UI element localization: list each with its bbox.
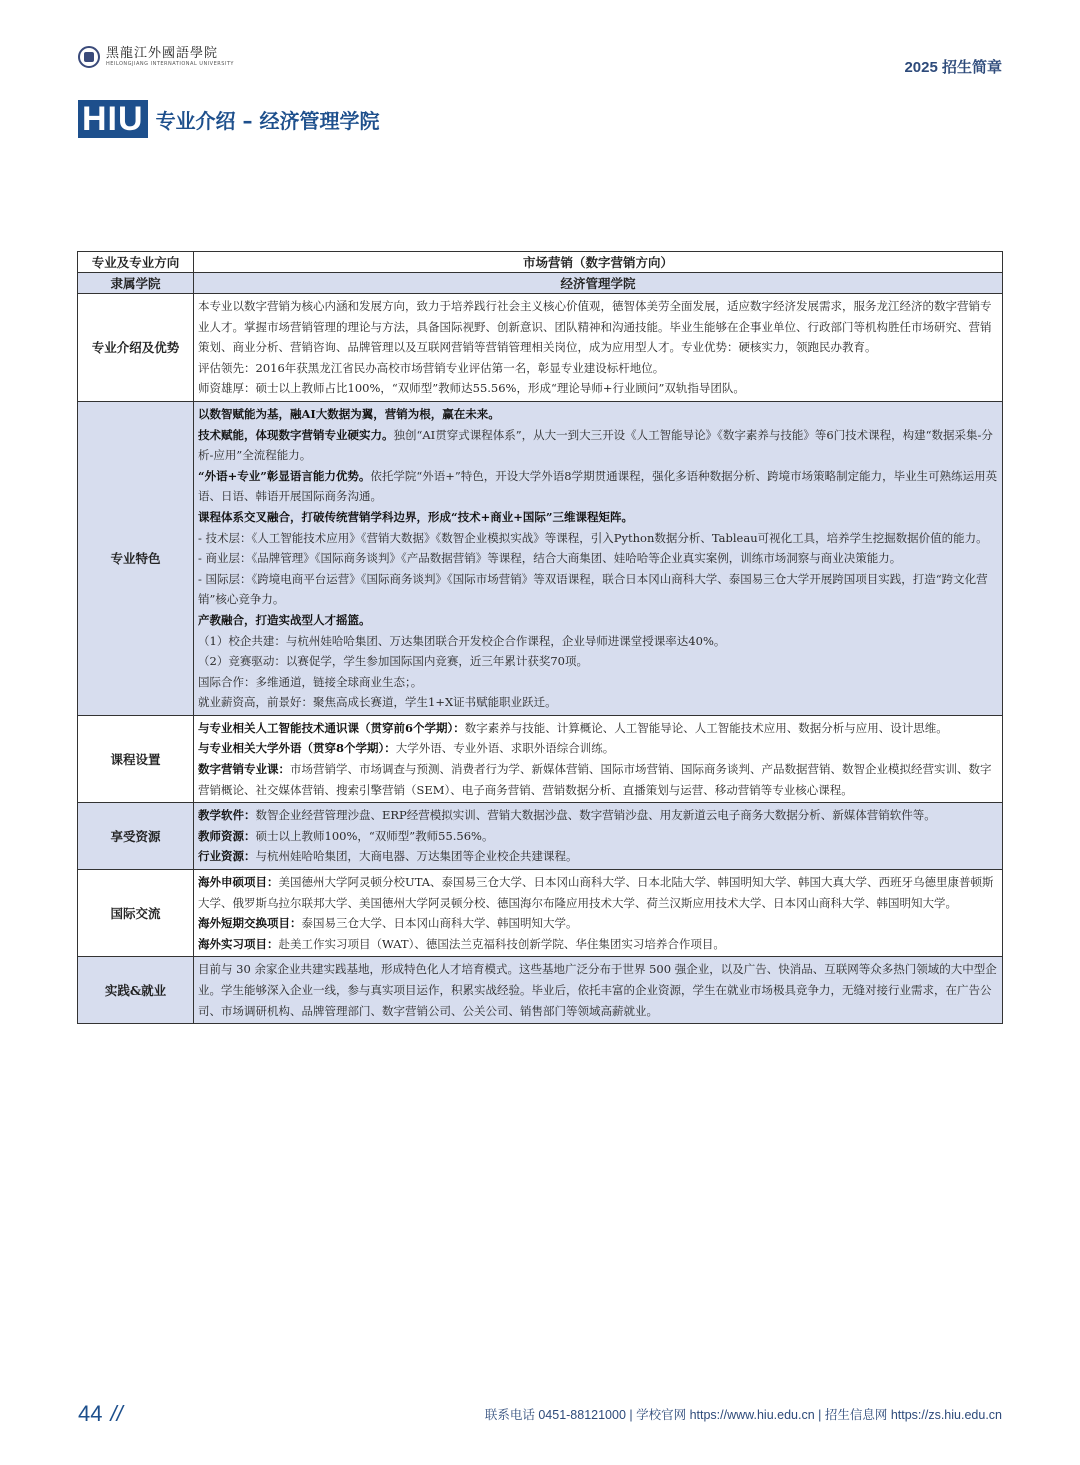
international-internship-heading: 海外实习项目： <box>198 936 279 951</box>
resources-content <box>194 803 1003 870</box>
features-cooperation: （1）校企共建：与杭州娃哈哈集团、万达集团联合开发校企合作课程，企业导师进课堂授课率达40%。 <box>198 633 726 648</box>
table-row-intro <box>78 294 1003 402</box>
intro-paragraph: 本专业以数字营销为核心内涵和发展方向，致力于培养践行社会主义核心价值观，德智体美劳全面发展，适应数字经济发展需求，服务龙江经济的数字营销专业人才。掌握市场营销管理的理论与方法，具备国际视野、创新意识、团队精神和沟通技能。毕业生能够在企事业单位、行政部门等机构胜任市场研究、营销策划、商业分析、营销咨询、品牌管理以及互联网营销等营销管理相关岗位，成为应用型人才。专业优势：硬核实力，领跑民办教育。 <box>198 299 992 355</box>
section-header <box>78 100 380 138</box>
features-global: 国际合作：多维通道，链接全球商业生态；。 <box>198 674 423 689</box>
table-row-college <box>78 273 1003 294</box>
features-language-text: 依托学院“外语+”特色，开设大学外语8学期贯通课程，强化多语种数据分析、跨境市场策略制定能力，毕业生可熟练运用英语、日语、韩语开展国际商务沟通。 <box>198 468 998 504</box>
hiu-mark: HIU <box>78 100 148 138</box>
page-number: 44 <box>78 1401 103 1426</box>
table-row-resources <box>78 803 1003 870</box>
courses-core-text: 市场营销学、市场调查与预测、消费者行为学、新媒体营销、国际市场营销、国际商务谈判、产品数据营销、数智企业模拟经营实训、数字营销概论、社交媒体营销、搜索引擎营销（SEM）、电子商务营销、营销数据分析、直播策划与运营、移动营销等专业核心课程。 <box>198 762 992 797</box>
resources-industry <box>198 846 998 867</box>
features-competition: （2）竞赛驱动：以赛促学，学生参加国际国内竞赛，近三年累计获奖70项。 <box>198 654 588 669</box>
resources-industry-heading: 行业资源： <box>198 849 256 864</box>
resources-software <box>198 805 998 826</box>
courses-content <box>194 715 1003 802</box>
international-internship-text: 赴美工作实习项目（WAT）、德国法兰克福科技创新学院、华住集团实习培养合作项目。 <box>278 936 725 951</box>
features-language-heading: “外语+专业”彰显语言能力优势。 <box>198 468 371 483</box>
courses-language-heading: 与专业相关大学外语（贯穿8个学期）： <box>198 741 396 756</box>
courses-ai <box>198 718 998 739</box>
resources-software-heading: 教学软件： <box>198 808 256 823</box>
features-tech-heading: 技术赋能，体现数字营销专业硬实力。 <box>198 427 394 442</box>
brochure-title: 2025 招生简章 <box>904 59 1002 76</box>
table-row-practice <box>78 957 1003 1024</box>
university-logo <box>78 46 234 68</box>
features-tech-text: 独创“AI贯穿式课程体系”，从大一到大三开设《人工智能导论》《数字素养与技能》等6门技术课程，构建“数据采集-分析-应用”全流程能力。 <box>198 427 993 463</box>
international-masters-heading: 海外申硕项目： <box>198 875 279 890</box>
courses-language <box>198 738 998 759</box>
courses-label: 课程设置 <box>78 715 194 802</box>
international-internship <box>198 934 998 955</box>
table-row-features <box>78 401 1003 715</box>
features-employment: 就业薪资高，前景好：聚焦高成长赛道，学生1+X证书赋能职业跃迁。 <box>198 695 557 710</box>
section-title: 专业介绍 – 经济管理学院 <box>155 108 380 133</box>
logo-chinese-name: 黑龍江外國語學院 <box>106 45 219 61</box>
practice-content: 目前与 30 余家企业共建实践基地，形成特色化人才培育模式。这些基地广泛分布于世界 500 强企业，以及广告、快消品、互联网等众多热门领域的大中型企业。学生能够深入企业一线，参与真实项目运作，积累实战经验。毕业后，依托丰富的企业资源，学生在就业市场极具竞争力，无缝对接行业需求，在广告公司、市场调研机构、品牌管理部门、数字营销公司、公关公司、销售部门等领域高薪就业。 <box>194 957 1003 1024</box>
resources-software-text: 数智企业经营管理沙盘、ERP经营模拟实训、营销大数据沙盘、数字营销沙盘、用友新道云电子商务大数据分析、新媒体营销软件等。 <box>255 808 936 823</box>
intro-content <box>194 294 1003 402</box>
table-row-international <box>78 870 1003 957</box>
resources-label: 享受资源 <box>78 803 194 870</box>
features-content <box>194 401 1003 715</box>
features-international-layer: - 国际层：《跨境电商平台运营》《国际商务谈判》《国际市场营销》等双语课程，联合日本冈山商科大学、泰国易三仓大学开展跨国项目实践，打造“跨文化营销”核心竞争力。 <box>198 571 988 607</box>
resources-teachers-text: 硕士以上教师100%，“双师型”教师55.56%。 <box>255 828 494 843</box>
features-industry-heading: 产教融合，打造实战型人才摇篮。 <box>198 612 371 627</box>
courses-ai-heading: 与专业相关人工智能技术通识课（贯穿前6个学期）： <box>198 720 465 735</box>
footer-contact: 联系电话 0451-88121000 | 学校官网 https://www.hiu.edu.cn | 招生信息网 https://zs.hiu.edu.cn <box>484 1408 1002 1422</box>
international-exchange-text: 泰国易三仓大学、日本冈山商科大学、韩国明知大学。 <box>301 916 578 931</box>
international-exchange-heading: 海外短期交换项目： <box>198 916 302 931</box>
resources-teachers-heading: 教师资源： <box>198 828 256 843</box>
features-curriculum-heading: 课程体系交叉融合，打破传统营销学科边界，形成“技术+商业+国际”三维课程矩阵。 <box>198 509 633 524</box>
courses-core-heading: 数字营销专业课： <box>198 762 290 777</box>
college-value: 经济管理学院 <box>194 273 1003 294</box>
courses-ai-text: 数字素养与技能、计算概论、人工智能导论、人工智能技术应用、数据分析与应用、设计思维。 <box>464 720 948 735</box>
university-seal-icon <box>78 46 100 68</box>
page-separator: // <box>110 1401 123 1426</box>
courses-language-text: 大学外语、专业外语、求职外语综合训练。 <box>395 741 615 756</box>
resources-industry-text: 与杭州娃哈哈集团，大商电器、万达集团等企业校企共建课程。 <box>255 849 578 864</box>
practice-label: 实践&就业 <box>78 957 194 1024</box>
intro-evaluation: 评估领先：2016年获黑龙江省民办高校市场营销专业评估第一名，彰显专业建设标杆地位。 <box>198 360 665 375</box>
features-label: 专业特色 <box>78 401 194 715</box>
features-slogan: 以数智赋能为基，融AI大数据为翼，营销为根，赢在未来。 <box>198 406 500 421</box>
college-label: 隶属学院 <box>78 273 194 294</box>
resources-teachers <box>198 826 998 847</box>
courses-core <box>198 759 998 800</box>
features-business-layer: - 商业层：《品牌管理》《国际商务谈判》《产品数据营销》等课程，结合大商集团、娃哈哈等企业真实案例，训练市场洞察与商业决策能力。 <box>198 551 902 566</box>
major-info-table <box>77 251 1003 1024</box>
table-row-courses <box>78 715 1003 802</box>
features-language-item <box>198 466 998 507</box>
intro-faculty: 师资雄厚：硕士以上教师占比100%，“双师型”教师达55.56%，形成“理论导师+行业顾问”双轨指导团队。 <box>198 381 745 396</box>
features-tech-item <box>198 425 998 466</box>
international-exchange <box>198 913 998 934</box>
international-content <box>194 870 1003 957</box>
major-label: 专业及专业方向 <box>78 252 194 273</box>
table-row-major <box>78 252 1003 273</box>
international-masters <box>198 872 998 913</box>
intro-label: 专业介绍及优势 <box>78 294 194 402</box>
logo-english-name: HEILONGJIANG INTERNATIONAL UNIVERSITY <box>106 60 234 67</box>
international-masters-text: 美国德州大学阿灵顿分校UTA、泰国易三仓大学、日本冈山商科大学、日本北陆大学、韩国明知大学、韩国大真大学、西班牙乌德里康普顿斯大学、俄罗斯乌拉尔联邦大学、美国德州大学阿灵顿分校、德国海尔布隆应用技术大学、荷兰汉斯应用技术大学、日本冈山商科大学、韩国明知大学。 <box>198 875 994 910</box>
major-value: 市场营销（数字营销方向） <box>194 252 1003 273</box>
features-tech-layer: - 技术层：《人工智能技术应用》《营销大数据》《数智企业模拟实战》等课程，引入Python数据分析、Tableau可视化工具，培养学生挖掘数据价值的能力。 <box>198 530 988 545</box>
international-label: 国际交流 <box>78 870 194 957</box>
page-number-block <box>78 1401 123 1427</box>
